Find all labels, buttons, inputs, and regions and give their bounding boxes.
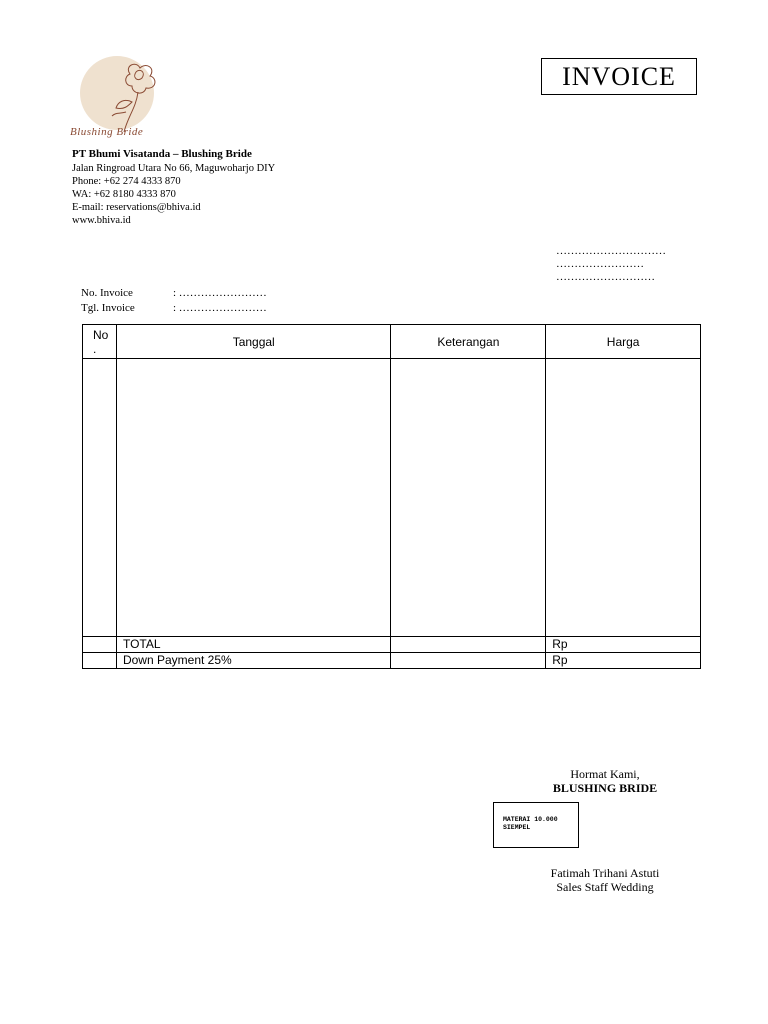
header-tanggal: Tanggal: [116, 325, 391, 359]
cell-harga: [546, 359, 701, 637]
stamp-box: [493, 802, 579, 848]
invoice-meta: [81, 286, 267, 316]
recipient-line: …………………………: [556, 245, 666, 257]
cell-tanggal: [116, 359, 391, 637]
invoice-date-value: : ……………………: [173, 302, 267, 314]
invoice-number-value: : ……………………: [173, 287, 267, 299]
cell-no: [83, 359, 117, 637]
company-email: E-mail: reservations@bhiva.id: [72, 202, 201, 213]
company-name: PT Bhumi Visatanda – Blushing Bride: [72, 148, 252, 160]
total-row: [83, 637, 701, 653]
signer-block: [540, 866, 670, 894]
total-value: Rp: [546, 637, 701, 653]
signer-name: Fatimah Trihani Astuti: [550, 866, 660, 880]
company-info: [72, 148, 275, 238]
stamp-line: MATERAI 10.000: [503, 816, 558, 823]
closing-block: [548, 767, 662, 795]
invoice-date-label: Tgl. Invoice: [81, 302, 135, 314]
recipient-block: [556, 245, 666, 284]
company-phone: Phone: +62 274 4333 870: [72, 176, 181, 187]
header-no: No .: [83, 325, 117, 359]
invoice-table: [82, 324, 701, 669]
company-logo: [66, 52, 196, 144]
header-keterangan: Keterangan: [391, 325, 546, 359]
recipient-line: ……………………: [556, 258, 644, 270]
down-payment-label: Down Payment 25%: [116, 653, 391, 669]
down-payment-row: [83, 653, 701, 669]
stamp-line: SIEMPEL: [503, 824, 531, 831]
company-address: Jalan Ringroad Utara No 66, Maguwoharjo DIY: [72, 163, 276, 174]
header-harga: Harga: [546, 325, 701, 359]
table-header-row: [83, 325, 701, 359]
invoice-number-label: No. Invoice: [81, 287, 133, 299]
recipient-line: ………………………: [556, 271, 655, 283]
cell-keterangan: [391, 359, 546, 637]
signer-title: Sales Staff Wedding: [556, 880, 654, 894]
table-body-row: [83, 359, 701, 637]
down-payment-value: Rp: [546, 653, 701, 669]
invoice-title: INVOICE: [541, 58, 697, 95]
logo-brand-text: Blushing Bride: [70, 126, 144, 138]
closing-greeting: Hormat Kami,: [570, 767, 640, 781]
total-label: TOTAL: [116, 637, 391, 653]
closing-company: BLUSHING BRIDE: [552, 781, 658, 795]
company-web: www.bhiva.id: [72, 215, 131, 226]
company-wa: WA: +62 8180 4333 870: [72, 189, 176, 200]
